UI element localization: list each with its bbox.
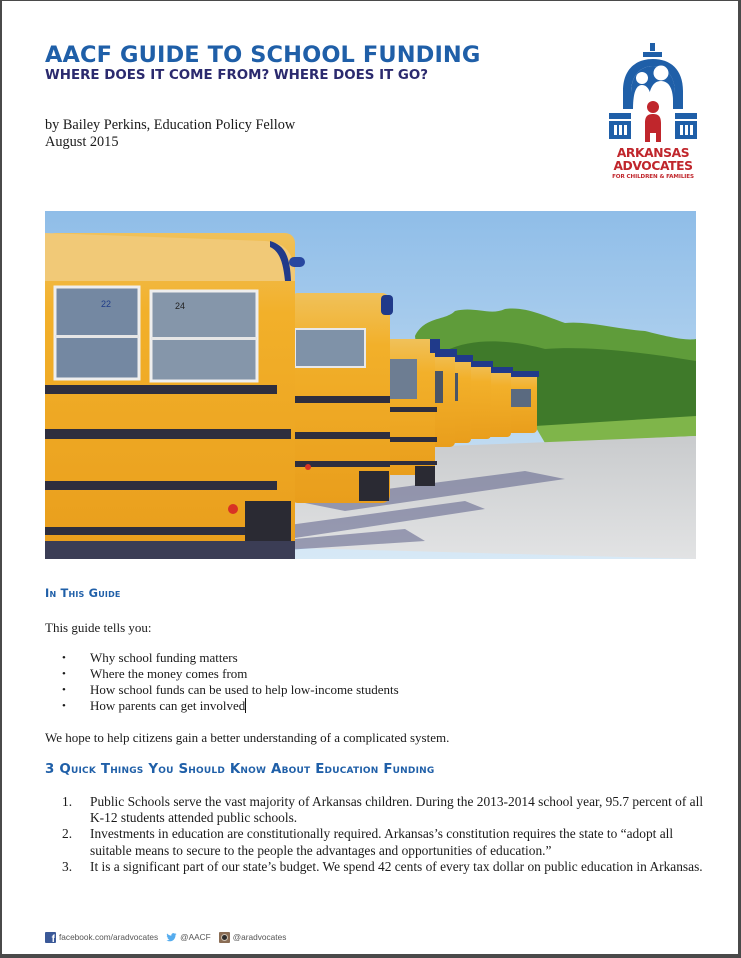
twitter-icon [166, 932, 177, 943]
svg-text:22: 22 [101, 299, 112, 309]
list-item: 1. Public Schools serve the vast majority of Arkansas children. During the 2013-2014 school year, 95.7 percent of all K-12 students attended public schools. [62, 794, 704, 826]
svg-text:24: 24 [175, 301, 186, 311]
in-this-guide-heading [45, 586, 121, 600]
aacf-logo [605, 43, 701, 185]
capitol-family-icon [605, 43, 701, 147]
logo-text-tagline: FOR CHILDREN & FAMILIES [612, 174, 694, 180]
bus-mid [385, 339, 440, 486]
facebook-icon [45, 932, 56, 943]
logo-text-advocates: ADVOCATES [613, 159, 693, 173]
document-subtitle: WHERE DOES IT COME FROM? WHERE DOES IT GO? [45, 68, 429, 83]
document-page: AACF GUIDE TO SCHOOL FUNDING WHERE DOES IT COME FROM? WHERE DOES IT GO? by Bailey Perkins, Education Policy Fellow August 2015 ARKANSAS ADVOCATES FOR CHILDREN & FAMILIES 22 24 In This Guide This guide tells you: • Why school funding matters • Where the money comes from • How school funds can be used to help low-income students • How parents can get involved We hope to help citizens gain a better understanding of a complicated system. 3 Quick Things You Should Know About Education Funding 1. Public Schools serve the vast majority of Arkansas children. During the 2013-2014 school year, 95.7 percent of all K-12 students attended public schools. 2. Investments in education are constitutionally required. Arkansas’s constitution requires the state to “adopt all suitable means to secure to the people the advantages and opportunities of education.” 3. It is a significant part of our state’s budget. We spend 42 cents of every tax dollar on public education in Arkansas. f facebook.com/aradvocates @AACF @aradvocates [2, 1, 738, 954]
twitter-link[interactable]: @AACF [166, 932, 211, 943]
instagram-icon [219, 932, 230, 943]
text-cursor [245, 698, 246, 713]
social-footer [45, 930, 294, 944]
quick-things-heading-text: 3 Quick Things You Should Know About Education Funding [45, 762, 435, 777]
guide-intro: This guide tells you: [45, 620, 152, 635]
facebook-link[interactable]: f facebook.com/aradvocates [45, 932, 158, 943]
bus-front [45, 233, 305, 559]
school-buses-photo [45, 211, 696, 559]
list-item: 2. Investments in education are constitutionally required. Arkansas’s constitution requires the state to “adopt all suitable means to secure to the people the advantages and opportunities of education.” [62, 826, 674, 858]
quick-things-list [45, 794, 705, 875]
publish-date: August 2015 [45, 134, 119, 150]
document-title: AACF GUIDE TO SCHOOL FUNDING [45, 42, 481, 68]
author: by Bailey Perkins, Education Policy Fellow [45, 117, 296, 133]
bus-second [290, 293, 393, 503]
quick-things-heading [45, 763, 434, 777]
instagram-link[interactable]: @aradvocates [219, 932, 287, 943]
byline [45, 117, 295, 151]
guide-closing: We hope to help citizens gain a better understanding of a complicated system. [45, 730, 450, 745]
list-item: 3. It is a significant part of our state’s budget. We spend 42 cents of every tax dollar on public education in Arkansas. [62, 858, 703, 874]
logo-text-arkansas: ARKANSAS [616, 146, 690, 160]
in-this-guide-heading-text: In This Guide [45, 586, 121, 600]
